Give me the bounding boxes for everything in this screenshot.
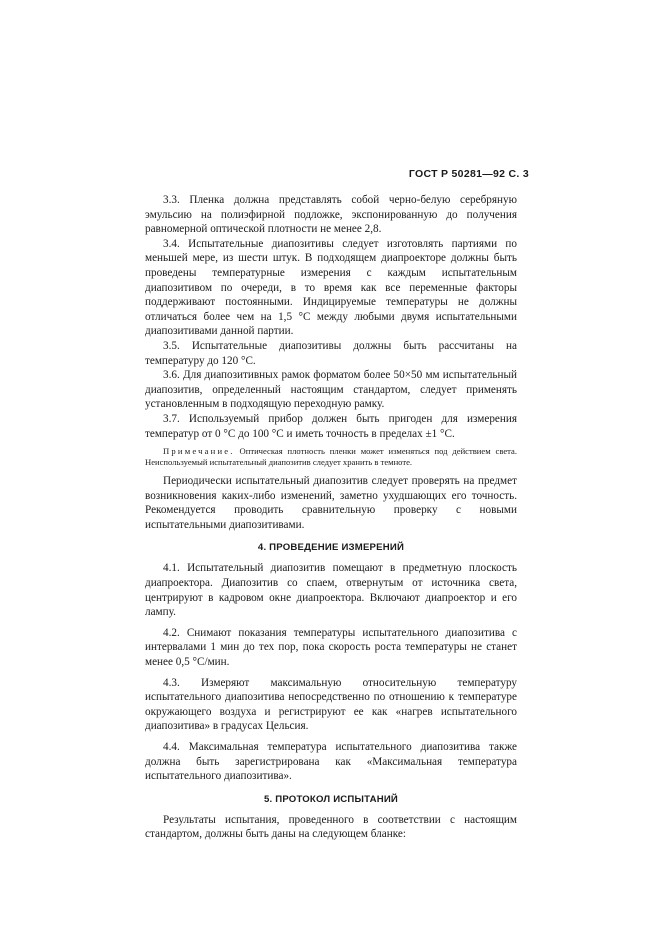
note-text: Оптическая плотность пленки может изменяться под действием света. Неиспользуемый испытательный диапозитив следует хранить в темноте. bbox=[145, 446, 517, 468]
paragraph-4-3: 4.3. Измеряют максимальную относительную температуру испытательного диапозитива непосредственно по отношению к температуре окружающего воздуха и регистрируют ее как «нагрев испытательного диапозитива» в градусах Цельсия. bbox=[145, 676, 517, 733]
section-5-heading: 5. ПРОТОКОЛ ИСПЫТАНИЙ bbox=[263, 793, 399, 805]
note-label: Примечание. bbox=[163, 446, 235, 457]
paragraph-4-1: 4.1. Испытательный диапозитив помещают в предметную плоскость диапроектора. Диапозитив со спаем, отвернутым от источника света, центрируют в кадровом окне диапроектора. Включают диапроектор и его лампу. bbox=[145, 562, 517, 619]
paragraph-3-7: 3.7. Используемый прибор должен быть пригоден для измерения температур от 0 °С до 100 °С и иметь точность в пределах ±1 °С. bbox=[145, 412, 517, 440]
paragraph-3-5: 3.5. Испытательные диапозитивы должны быть рассчитаны на температуру до 120 °С. bbox=[145, 339, 517, 367]
paragraph-5-intro: Результаты испытания, проведенного в соответствии с настоящим стандартом, должны быть даны на следующем бланке: bbox=[145, 813, 517, 841]
paragraph-periodic-check: Периодически испытательный диапозитив следует проверять на предмет возникновения каких-либо изменений, заметно ухудшающих его точность. Рекомендуется проводить сравнительную проверку с новыми испытательными диапозитивами. bbox=[145, 475, 517, 531]
document-body bbox=[145, 193, 517, 842]
page-header: ГОСТ Р 50281—92 С. 3 bbox=[408, 168, 529, 180]
note bbox=[145, 446, 517, 468]
paragraph-4-4: 4.4. Максимальная температура испытательного диапозитива также должна быть зарегистрирована как «Максимальная температура испытательного диапозитива». bbox=[145, 741, 517, 783]
paragraph-3-4: 3.4. Испытательные диапозитивы следует изготовлять партиями по меньшей мере, из шести штук. В подходящем диапроекторе должны быть проведены температурные измерения с каждым испытательным диапозитивом по очереди, в то время как все переменные факторы поддерживают постоянными. Индицируемые температуры не должны отличаться более чем на 1,5 °С между любыми двумя испытательными диапозитивами данной партии. bbox=[145, 237, 517, 338]
paragraph-3-3: 3.3. Пленка должна представлять собой черно-белую серебряную эмульсию на полиэфирной подложке, экспонированную до получения равномерной оптической плотности не менее 2,8. bbox=[145, 194, 517, 236]
section-4-heading: 4. ПРОВЕДЕНИЕ ИЗМЕРЕНИЙ bbox=[257, 542, 405, 554]
paragraph-4-2: 4.2. Снимают показания температуры испытательного диапозитива с интервалами 1 мин до тех пор, пока скорость роста температуры не станет менее 0,5 °С/мин. bbox=[145, 626, 517, 669]
paragraph-3-6: 3.6. Для диапозитивных рамок форматом более 50×50 мм испытательный диапозитив, определенный настоящим стандартом, следует применять установленным в подходящую переходную рамку. bbox=[145, 369, 517, 411]
